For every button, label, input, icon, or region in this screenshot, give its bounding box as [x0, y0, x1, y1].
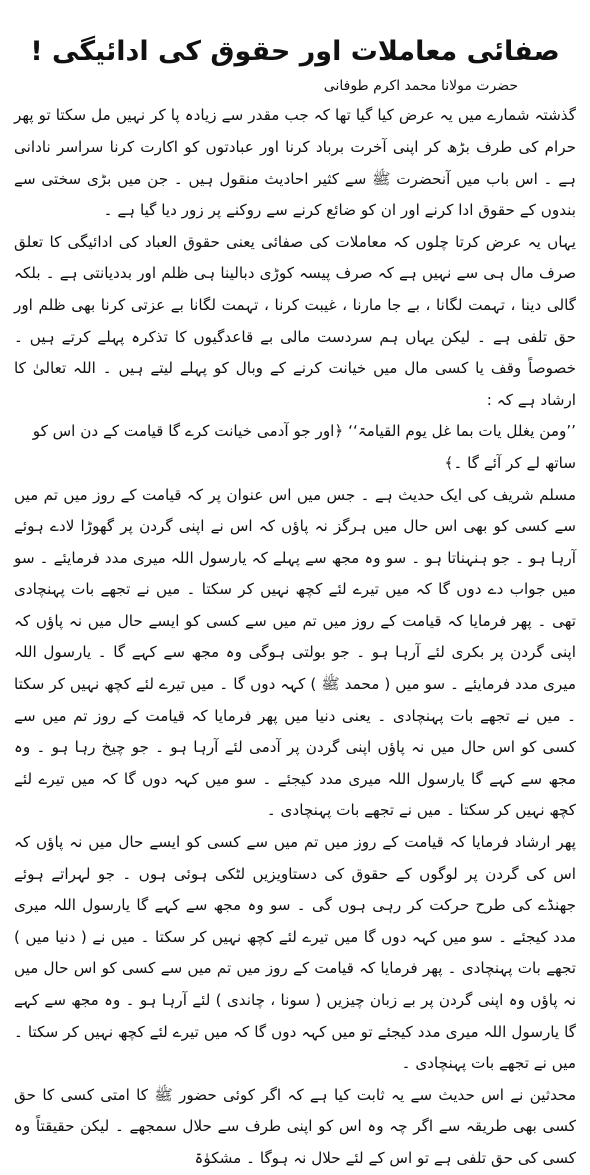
paragraph-documents: پھر ارشاد فرمایا کہ قیامت کے روز میں تم میں سے کسی کو ایسے حال میں نہ پاؤں کہ اس کی گردن پر لوگوں کے حقوق کی دستاویزیں لٹکی ہوئی ہوں ۔ جو لہراتے ہوئے جھنڈے کی طرح حرکت کر رہی ہوں گی ۔ سو وہ مجھ سے کہے گا یارسول اللہ میری مدد کیجئے ۔ سو میں کہہ دوں گا میں تیرے لئے کچھ نہیں کر سکتا ۔ میں نے ( دنیا میں ) تجھے بات پہنچادی ۔ پھر فرمایا کہ قیامت کے روز میں تم میں سے کسی کو اس حال میں نہ پاؤں وہ اپنی گردن پر بے زبان چیزیں ( سونا ، چاندی ) لئے آرہا ہو ۔ وہ مجھ سے کہے گا یارسول اللہ میری مدد کیجئے تو میں کہہ دوں گا کہ میں تیرے لئے کچھ نہیں کر سکتا ۔ میں نے تجھے بات پہنچادی ۔ — [14, 833, 576, 1073]
paragraph-hadith: مسلم شریف کی ایک حدیث ہے ۔ جس میں اس عنوان پر کہ قیامت کے روز میں تم میں سے کسی کو بھی اس حال میں ہرگز نہ پاؤں کہ اس نے اپنی گردن پر گھوڑا لادے ہوئے آرہا ہو ۔ جو ہنہناتا ہو ۔ سو وہ مجھ سے پہلے کہ یارسول اللہ میری مدد فرمایئے ۔ سو میں جواب دے دوں گا کہ میں تیرے لئے کچھ نہیں کر سکتا ۔ میں نے تجھے بات پہنچادی تھی ۔ پھر فرمایا کہ قیامت کے روز میں تم میں سے کسی کو ایسے حال میں نہ پاؤں کہ اپنی گردن پر بکری لئے آرہا ہو ۔ جو بولتی ہوگی وہ مجھ سے کہے گا ۔ یارسول اللہ میری مدد فرمایئے ۔ سو میں ( محمد ﷺ ) کہہ دوں گا ۔ میں تیرے لئے کچھ نہیں کر سکتا ۔ میں نے تجھے بات پہنچادی ۔ یعنی دنیا میں پھر فرمایا کہ قیامت کے روز تم میں سے کسی کو اس حال میں نہ پاؤں اپنی گردن پر آدمی لئے آرہا ہو ۔ جو چیخ رہا ہو ۔ وہ مجھ سے کہے گا یارسول اللہ میری مدد کیجئے ۔ سو میں کہہ دوں گا کہ میں تیرے لئے کچھ نہیں کر سکتا ۔ میں نے تجھے بات پہنچادی ۔ — [14, 485, 576, 820]
paragraph-conclusion: محدثین نے اس حدیث سے یہ ثابت کیا ہے کہ اگر کوئی حضور ﷺ کا امتی کسی کا حق کسی بھی طریقہ سے اگر چہ وہ اس کو اپنی طرف سے حلال سمجھے ۔ لیکن حقیقتاً وہ کسی کی حق تلفی ہے تو اس کے لئے حلال نہ ہوگا ۔ مشکوٰۃ — [14, 1085, 576, 1167]
article-body — [14, 100, 576, 1174]
paragraph-intro: گذشتہ شمارے میں یہ عرض کیا گیا تھا کہ جب مقدر سے زیادہ پا کر نہیں مل سکتا تو پھر حرام کی طرف بڑھ کر اپنی آخرت برباد کرنا اور عبادتوں کو اکارت کرنا سراسر نادانی ہے ۔ اس باب میں آنحضرت ﷺ سے کثیر احادیث منقول ہیں ۔ جن میں بڑی سختی سے بندوں کے حقوق ادا کرنے اور ان کو ضائع کرنے سے روکنے پر زور دیا گیا ہے ۔ — [14, 106, 576, 220]
article-title: صفائی معاملات اور حقوق کی ادائیگی ! — [30, 36, 560, 67]
author-name: حضرت مولانا محمد اکرم طوفانی — [323, 78, 518, 95]
quran-quote: ’’ومن یغلل یات بما غل یوم القیامۃ‘‘ ﴿اور جو آدمی خیانت کرے گا قیامت کے دن اس کو ساتھ لے کر آئے گا ۔﴾ — [32, 422, 576, 472]
paragraph-rights: یہاں یہ عرض کرتا چلوں کہ معاملات کی صفائی یعنی حقوق العباد کی ادائیگی کا تعلق صرف مال ہی سے نہیں ہے کہ صرف پیسہ کوڑی دبالینا ہی ظلم اور بددیانتی ہے ۔ بلکہ گالی دینا ، تہمت لگانا ، بے جا مارنا ، غیبت کرنا ، تہمت لگانا بے عزتی کرنا بھی ظلم اور حق تلفی ہے ۔ لیکن یہاں ہم سردست مالی بے قاعدگیوں کا تذکرہ پہلے کرتے ہیں ۔ خصوصاً وقف یا کسی مال میں خیانت کرنے کے وبال کو پہلے لیتے ہیں ۔ اللہ تعالیٰ کا ارشاد ہے کہ : — [14, 232, 576, 409]
